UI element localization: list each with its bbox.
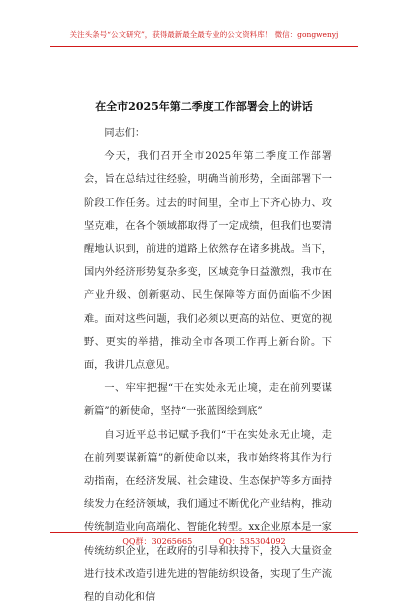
- header-divider: [50, 46, 358, 47]
- section-heading-1: 一、牢牢把握“干在实处永无止境，走在前列要谋新篇”的新使命，坚持“一张蓝图绘到底”: [84, 383, 332, 418]
- paragraph-intro: 今天，我们召开全市2025年第二季度工作部署会，旨在总结过往经验，明确当前形势，全面部署下一阶段工作任务。过去的时间里，全市上下齐心协力、攻坚克难，在各个领域都取得了一定成绩，但我们也要清醒地认识到，前进的道路上依然存在诸多挑战。当下，国内外经济形势复杂多变，区域竞争日益激烈，我市在产业升级、创新驱动、民生保障等方面仍面临不少困难。面对这些问题，我们必须以更高的站位、更宽的视野、更实的举措，推动全市各项工作再上新台阶。下面，我讲几点意见。: [84, 151, 332, 372]
- footer-qq: QQ：535304092: [218, 537, 286, 546]
- footer-divider: [50, 532, 358, 533]
- header-banner: 关注头条号“公文研究”，获得最新最全最专业的公文资料库！ 微信：gongwenyj: [69, 30, 339, 39]
- document-body: [84, 122, 332, 609]
- footer-qq-group: QQ群：30265665: [122, 537, 193, 546]
- document-title: 在全市2025年第二季度工作部署会上的讲话: [95, 100, 313, 113]
- paragraph-section-1: 自习近平总书记赋予我们“干在实处永无止境，走在前列要谋新篇”的新使命以来，我市始终将其作为行动指南，在经济发展、社会建设、生态保护等多方面持续发力在经济领域，我们通过不断优化产业结构，推动传统制造业向高端化、智能化转型。xx企业原本是一家传统纺织企业，在政府的引导和扶持下，投入大量资金进行技术改造引进先进的智能纺织设备，实现了生产流程的自动化和信: [84, 429, 332, 604]
- footer-contact: [0, 537, 408, 547]
- salutation: 同志们：: [104, 128, 146, 139]
